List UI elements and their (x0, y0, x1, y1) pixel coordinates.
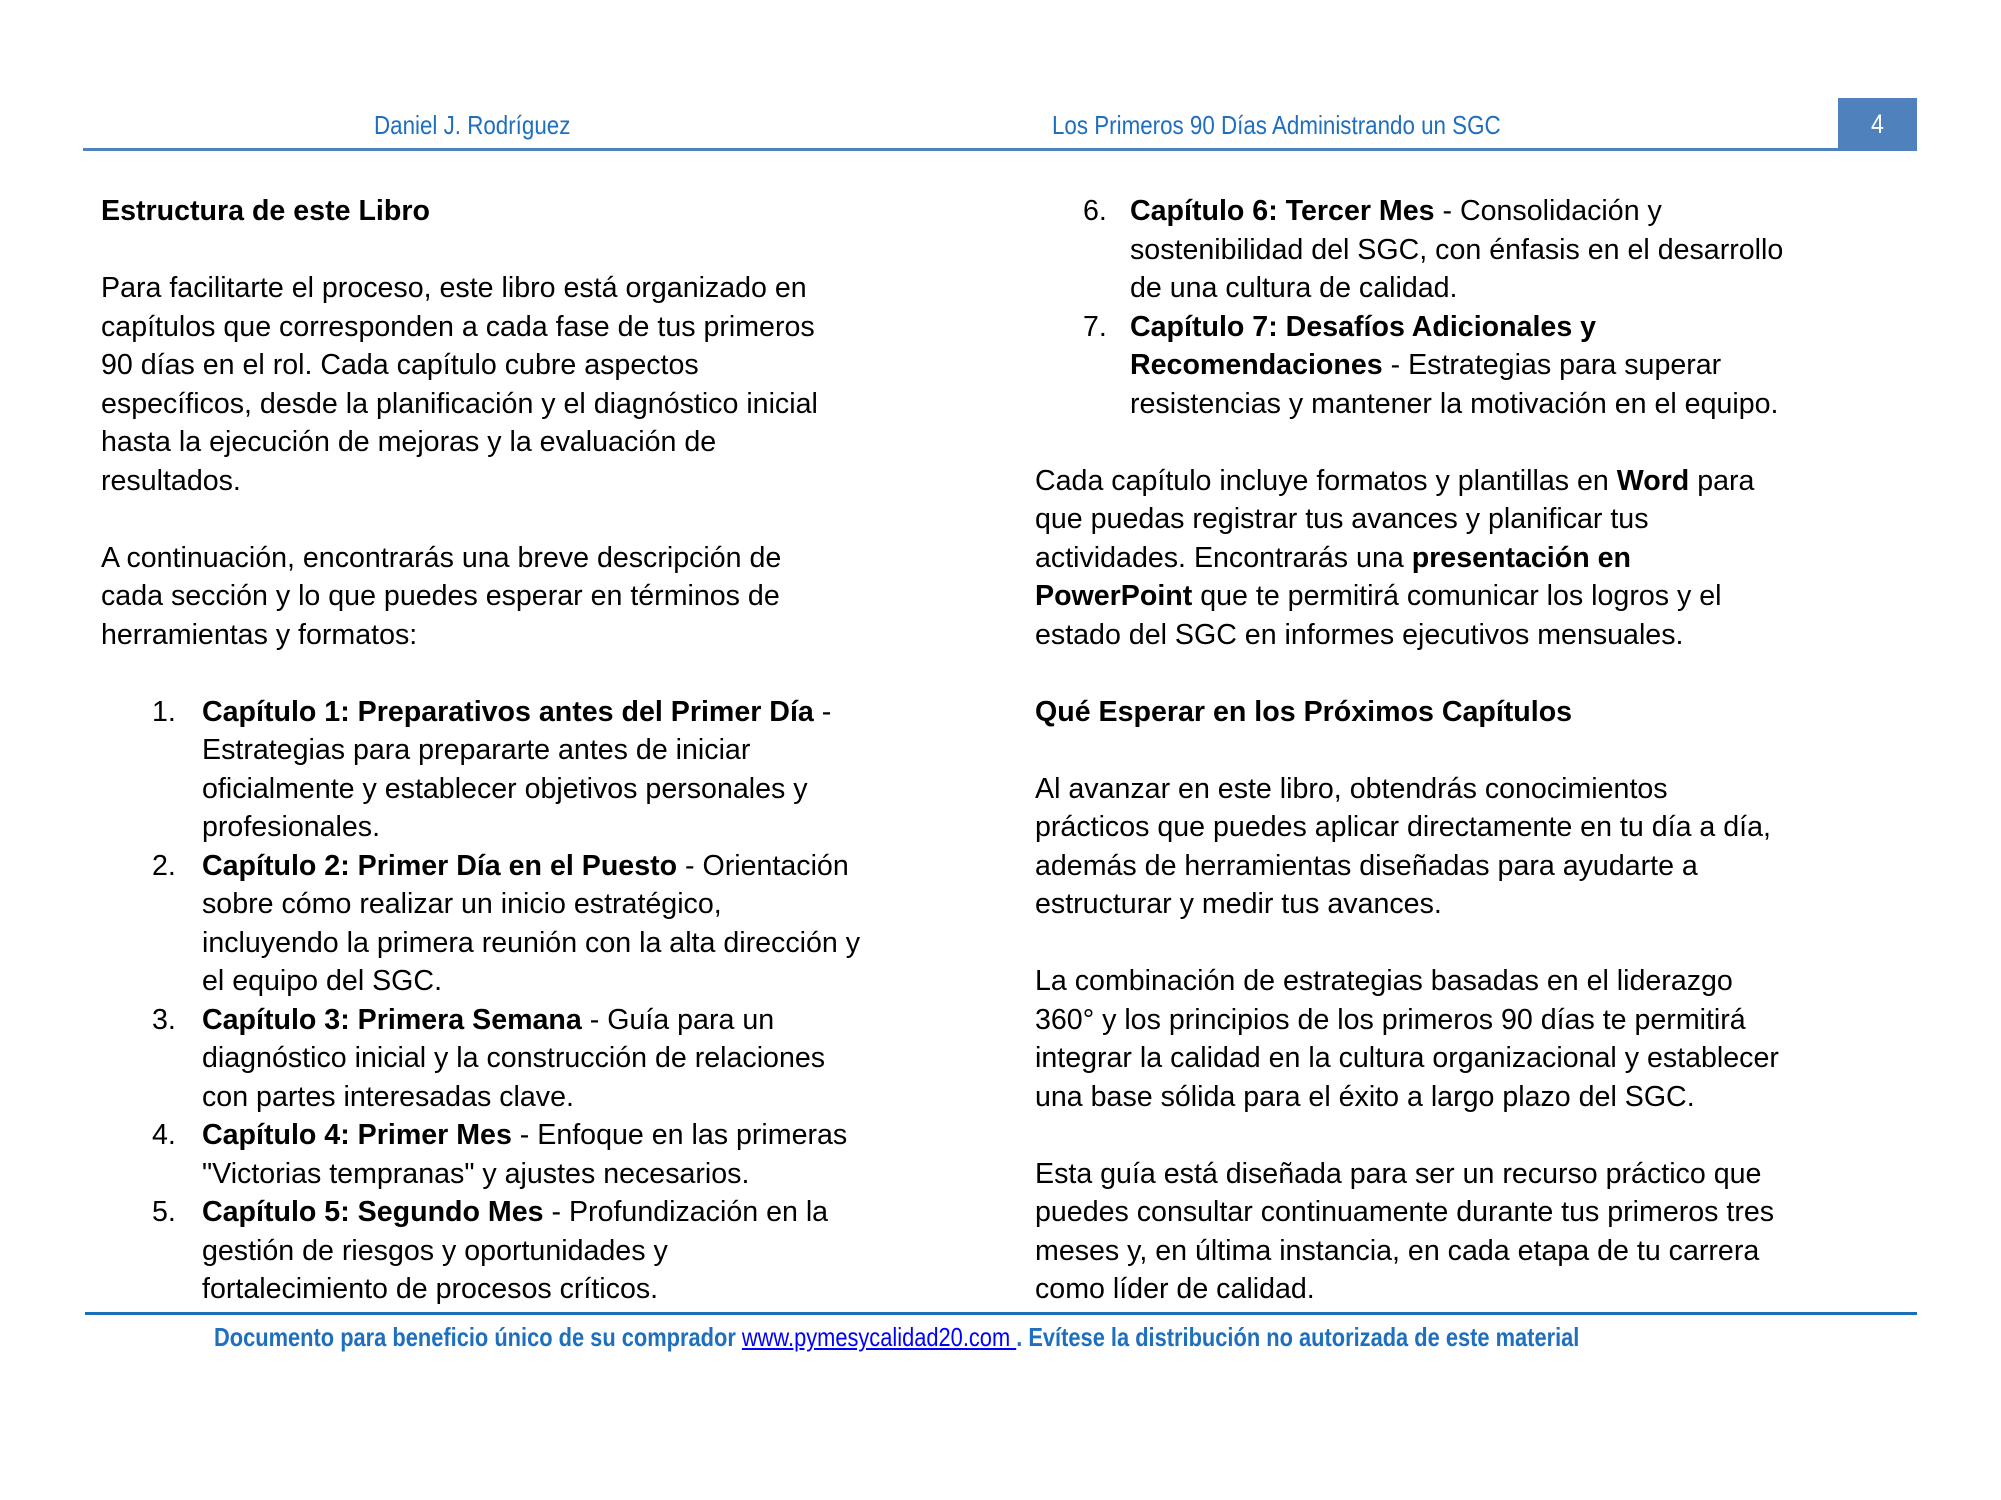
list-number: 2. (152, 849, 176, 882)
chapter-list-left (101, 693, 981, 1309)
footer-rule (85, 1312, 1917, 1315)
text-run: que te permitirá comunicar los logros y el estado del SGC en informes ejecutivos mensuales. (1035, 580, 1722, 651)
header-rule (83, 148, 1838, 151)
chapter-item (101, 1193, 981, 1309)
list-number: 1. (152, 695, 176, 728)
chapter-description: - Orientación sobre cómo realizar un inicio estratégico, incluyendo la primera reunión con la alta dirección y el equipo del SGC. (202, 849, 861, 997)
footer-prefix: Documento para beneficio único de su comprador (214, 1322, 742, 1352)
chapter-description: - Guía para un diagnóstico inicial y la construcción de relaciones con partes interesadas clave. (202, 1003, 826, 1113)
chapter-title: Capítulo 2: Primer Día en el Puesto (202, 849, 678, 882)
left-column (101, 192, 981, 1309)
list-number: 6. (1083, 195, 1107, 227)
right-column (1035, 192, 1935, 1309)
text-run: Cada capítulo incluye formatos y plantillas en (1035, 464, 1617, 497)
header-book-title: Los Primeros 90 Días Administrando un SGC (1052, 110, 1501, 140)
intro-paragraph: Para facilitarte el proceso, este libro está organizado en capítulos que corresponden a cada fase de tus primeros 90 días en el rol. Cada capítulo cubre aspectos específicos, desde la planificación y el diagnóstico inicial hasta la ejecución de mejoras y la evaluación de resultados. (101, 272, 818, 497)
page-number: 4 (1871, 109, 1884, 139)
chapter-item (1035, 192, 1935, 308)
word-emphasis: Word (1616, 464, 1690, 497)
chapter-title: Capítulo 4: Primer Mes (202, 1119, 512, 1151)
chapter-description: - Enfoque en las primeras "Victorias tempranas" y ajustes necesarios. (202, 1119, 848, 1190)
page-number-badge (1838, 98, 1917, 151)
list-number: 7. (1083, 310, 1107, 343)
list-number: 3. (152, 1003, 176, 1036)
chapter-title: Capítulo 5: Segundo Mes (202, 1196, 544, 1228)
chapter-item (101, 1116, 981, 1193)
paragraph-leadership: La combinación de estrategias basadas en el liderazgo 360° y los principios de los primeros 90 días te permitirá integrar la calidad en la cultura organizacional y establecer una base sólida para el éxito a largo plazo del SGC. (1035, 965, 1779, 1113)
chapter-item (101, 693, 981, 847)
chapter-title: Capítulo 1: Preparativos antes del Primer Día (202, 695, 814, 728)
list-number: 5. (152, 1196, 176, 1228)
footer-suffix: . Evítese la distribución no autorizada de este material (1016, 1322, 1580, 1352)
chapter-item (1035, 308, 1935, 424)
chapter-title: Capítulo 3: Primera Semana (202, 1003, 582, 1036)
chapter-description: - Estrategias para superar resistencias y mantener la motivación en el equipo. (1130, 349, 1779, 420)
chapter-description: - Estrategias para prepararte antes de iniciar oficialmente y establecer objetivos personales y profesionales. (202, 695, 832, 843)
text-run: para que puedas registrar tus avances y planificar tus actividades. Encontrarás una (1035, 464, 1755, 574)
chapter-item (101, 847, 981, 1001)
section-heading-structure: Estructura de este Libro (101, 195, 430, 227)
list-number: 4. (152, 1119, 176, 1151)
section-heading-next-chapters: Qué Esperar en los Próximos Capítulos (1035, 695, 1573, 728)
chapter-description: - Profundización en la gestión de riesgos y oportunidades y fortalecimiento de procesos críticos. (202, 1196, 829, 1305)
chapter-item (101, 1001, 981, 1117)
chapter-title: Capítulo 6: Tercer Mes (1130, 195, 1435, 227)
paragraph-knowledge: Al avanzar en este libro, obtendrás conocimientos prácticos que puedes aplicar directamente en tu día a día, además de herramientas diseñadas para ayudarte a estructurar y medir tus avances. (1035, 772, 1771, 920)
powerpoint-emphasis: presentación en PowerPoint (1035, 541, 1631, 612)
paragraph-guide: Esta guía está diseñada para ser un recurso práctico que puedes consultar continuamente durante tus primeros tres meses y, en última instancia, en cada etapa de tu carrera como líder de calidad. (1035, 1157, 1775, 1305)
chapter-title: Capítulo 7: Desafíos Adicionales y Recomendaciones (1130, 310, 1597, 381)
footer-notice (214, 1322, 1579, 1353)
overview-paragraph: A continuación, encontrarás una breve descripción de cada sección y lo que puedes esperar en términos de herramientas y formatos: (101, 541, 782, 651)
chapter-list-right (1035, 192, 1935, 423)
tools-paragraph (1035, 462, 1935, 655)
chapter-description: - Consolidación y sostenibilidad del SGC, con énfasis en el desarrollo de una cultura de calidad. (1130, 195, 1784, 304)
header-author: Daniel J. Rodríguez (374, 110, 571, 140)
website-link[interactable]: www.pymesycalidad20.com (741, 1322, 1017, 1352)
